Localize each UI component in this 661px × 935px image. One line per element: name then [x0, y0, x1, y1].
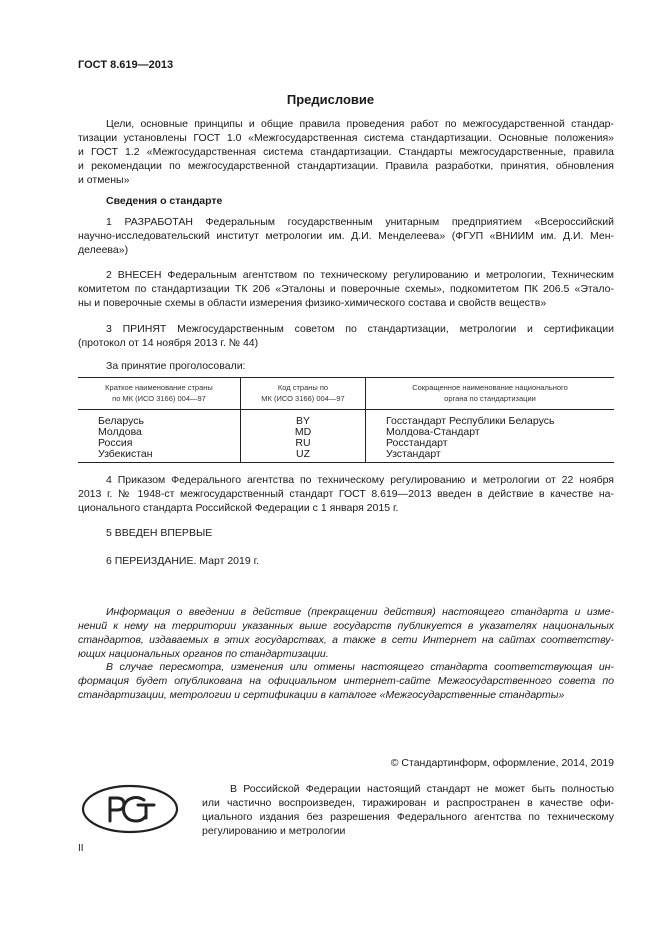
item-order: 4 Приказом Федерального агентства по техническому регулированию и метрологии от 22 ноября 2013 г. № 1948-ст межгосударственный стандарт ГОСТ 8.619—2013 введен в действие в качестве на- ционального стандарта Российской Федерации с 1 января 2015 г.	[78, 474, 614, 514]
country-cell: Узбекистан	[78, 449, 241, 463]
code-cell: RU	[241, 438, 366, 449]
page-title: Предисловие	[286, 92, 375, 107]
page-number: II	[78, 843, 84, 854]
reproduction-notice: В Российской Федерации настоящий стандарт не может быть полностью или частично воспроизведен, тиражирован и распространен в качестве офи- циального издания без разрешения Федерального агентства по техническому регулированию и метрологии	[202, 783, 614, 837]
code-cell: UZ	[241, 449, 366, 463]
item-reissue: 6 ПЕРЕИЗДАНИЕ. Март 2019 г.	[106, 555, 260, 567]
document-code: ГОСТ 8.619—2013	[78, 59, 174, 71]
info-paragraph-introduction: Информация о введении в действие (прекращении действия) настоящего стандарта и изме- нений к нему на территории указанных выше государств публикуется в указателях национальных стандартов, издаваемых в этих государствах, а также в сети Интернет на сайтах соответству- ющих национальных органов по стандартизации.	[78, 606, 614, 660]
intro-line: Цели, основные принципы и общие правила проведения работ по межгосударственной стандар-	[106, 118, 614, 130]
intro-paragraph	[78, 117, 614, 187]
code-cell: BY	[241, 410, 366, 428]
body-cell: Росстандарт	[366, 438, 615, 449]
intro-line: и рекомендации по межгосударственной стандартизации. Правила разработки, принятия, обновления	[78, 160, 614, 172]
body-cell: Узстандарт	[366, 449, 615, 463]
country-cell: Россия	[98, 437, 133, 449]
table-row	[78, 449, 614, 463]
item-adopted: 3 ПРИНЯТ Межгосударственным советом по стандартизации, метрологии и сертификации (протокол от 14 ноября 2013 г. № 44)	[78, 323, 614, 349]
voting-table	[78, 377, 614, 463]
intro-line: и отмены»	[78, 174, 130, 186]
column-header-country: Краткое наименование страны по МК (ИСО 3166) 004—97	[78, 378, 241, 410]
table-row	[78, 438, 614, 449]
copyright-line: © Стандартинформ, оформление, 2014, 2019	[390, 757, 614, 769]
intro-line: и ГОСТ 1.2 «Межгосударственная система стандартизации. Стандарты межгосударственные, правила	[78, 146, 614, 158]
column-header-code: Код страны по МК (ИСО 3166) 004—97	[241, 378, 366, 410]
code-cell: MD	[241, 427, 366, 438]
item-developed: 1 РАЗРАБОТАН Федеральным государственным унитарным предприятием «Всероссийский научно-исследовательский институт метрологии им. Д.И. Менделеева» (ФГУП «ВНИИМ им. Д.И. Мен- делеева»)	[78, 216, 614, 256]
rst-certification-logo	[80, 783, 180, 835]
country-cell: Молдова	[98, 426, 142, 438]
body-cell: Госстандарт Республики Беларусь	[366, 410, 615, 428]
section-heading: Сведения о стандарте	[106, 195, 223, 207]
body-cell: Молдова-Стандарт	[366, 427, 615, 438]
intro-line: тизации установлены ГОСТ 1.0 «Межгосударственная система стандартизации. Основные положения»	[78, 132, 614, 144]
info-paragraph-revision: В случае пересмотра, изменения или отмены настоящего стандарта соответствующая ин- формация будет опубликована на официальном интернет-сайте Межгосударственного совета по стандартизации, метрологии и сертификации в каталоге «Межгосударственные стандарты»	[78, 661, 614, 701]
column-header-body: Сокращенное наименование национального органа по стандартизации	[366, 378, 615, 410]
country-cell: Беларусь	[98, 415, 144, 427]
table-row	[78, 410, 614, 428]
table-header-row	[78, 378, 614, 410]
table-row	[78, 427, 614, 438]
item-first-introduced: 5 ВВЕДЕН ВПЕРВЫЕ	[106, 527, 213, 539]
voted-label: За принятие проголосовали:	[106, 360, 246, 372]
item-introduced: 2 ВНЕСЕН Федеральным агентством по техническому регулированию и метрологии, Техническим комитетом по стандартизации ТК 206 «Эталоны и поверочные схемы», подкомитетом ПК 206.5 «Этало- ны и поверочные схемы в области измерения физико-химического состава и свойств веществ»	[78, 269, 614, 309]
